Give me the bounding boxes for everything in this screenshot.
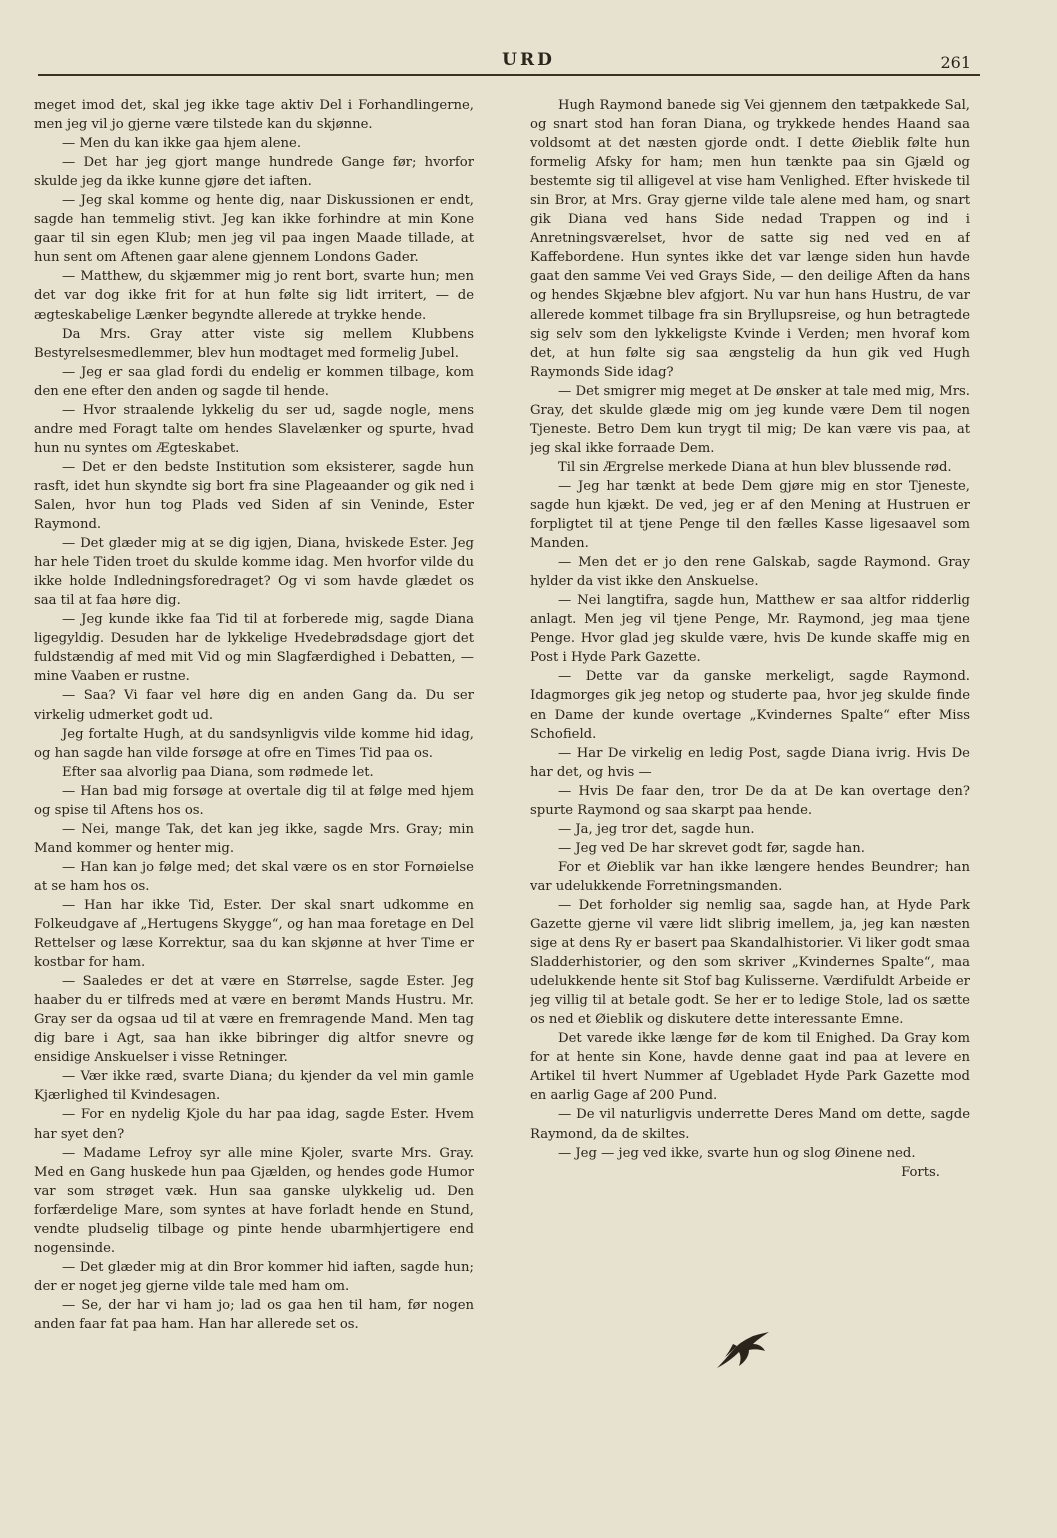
paragraph: Jeg fortalte Hugh, at du sandsynligvis vilde komme hid idag, og han sagde han vilde forsøge at ofre en Times Tid paa os. [34,726,474,761]
paragraph: — Det er den bedste Institution som eksisterer, sagde hun rasft, idet hun skyndte sig bort fra sine Plageaander og gik ned i Salen, hvor hun tog Plads ved Siden af sin Veninde, Ester Raymond. [34,459,474,533]
paragraph: — Han kan jo følge med; det skal være os en stor Fornøielse at se ham hos os. [34,859,474,894]
paragraph: — Vær ikke ræd, svarte Diana; du kjender da vel min gamle Kjærlighed til Kvindesagen. [34,1069,474,1104]
paragraph: — Nei langtifra, sagde hun, Matthew er saa altfor ridderlig anlagt. Men jeg vil tjene Penge, Mr. Raymond, jeg maa tjene Penge. Hvor glad jeg skulde være, hvis De kunde skaffe mig en Post i Hyde Park Gazette. [530,593,970,666]
paragraph: Efter saa alvorlig paa Diana, som rødmede let. [62,764,374,780]
paragraph: Da Mrs. Gray atter viste sig mellem Klubbens Bestyrelsesmedlemmer, blev hun modtaget med formelig Jubel. [34,326,474,361]
paragraph: — Saaledes er det at være en Størrelse, sagde Ester. Jeg haaber du er tilfreds med at være en berømt Mands Hustru. Mr. Gray ser da ogsaa ud til at være en fremragende Mand. Men tag dig bare i Agt, saa han ikke bibringer dig altfor snevre og ensidige Anskuelser i visse Retninger. [34,974,474,1066]
paragraph: — Jeg er saa glad fordi du endelig er kommen tilbage, kom den ene efter den anden og sagde til hende. [34,364,474,399]
paragraph: — Det har jeg gjort mange hundrede Gange før; hvorfor skulde jeg da ikke kunne gjøre det iaften. [34,155,474,190]
paragraph: — Han har ikke Tid, Ester. Der skal snart udkomme en Folkeudgave af „Hertugens Skygge“, og han maa foretage en Del Rettelser og læse Korrektur, saa du kan skjønne at hver Time er kostbar for ham. [34,897,474,971]
paragraph: — Nei, mange Tak, det kan jeg ikke, sagde Mrs. Gray; min Mand kommer og henter mig. [34,821,474,856]
page-number: 261 [940,53,971,72]
paragraph: — Ja, jeg tror det, sagde hun. [558,821,755,837]
paragraph: — Det glæder mig at din Bror kommer hid iaften, sagde hun; der er noget jeg gjerne vilde tale med ham om. [34,1259,474,1294]
paragraph: — Jeg skal komme og hente dig, naar Diskussionen er endt, sagde han temmelig stivt. Jeg kan ikke forhindre at min Kone gaar til sin egen Klub; men jeg vil paa ingen Maade tillade, at hun sent om Aftenen gaar alene gjennem Londons Gader. [34,193,474,266]
paragraph: — Jeg — jeg ved ikke, svarte hun og slog Øinene ned. [558,1145,916,1161]
paragraph: — Jeg ved De har skrevet godt før, sagde han. [558,840,865,856]
paragraph: — Har De virkelig en ledig Post, sagde Diana ivrig. Hvis De har det, og hvis — [530,745,970,780]
paragraph: — Hvor straalende lykkelig du ser ud, sagde nogle, mens andre med Foragt talte om hendes Slavelænker og spurte, hvad hun nu syntes om Ægteskabet. [34,402,474,456]
paragraph: Det varede ikke længe før de kom til Enighed. Da Gray kom for at hente sin Kone, havde denne gaat ind paa at levere en Artikel til hvert Nummer af Ugebladet Hyde Park Gazette mod en aarlig Gage af 200 Pund. [530,1031,970,1104]
paragraph: — Jeg har tænkt at bede Dem gjøre mig en stor Tjeneste, sagde hun kjækt. De ved, jeg er af den Mening at Hustruen er forpligtet til at tjene Penge til den fælles Kasse ligesaavel som Manden. [530,478,970,552]
paragraph: meget imod det, skal jeg ikke tage aktiv Del i Forhandlingerne, men jeg vil jo gjerne være tilstede kan du skjønne. [34,98,474,133]
paragraph: — Hvis De faar den, tror De da at De kan overtage den? spurte Raymond og saa skarpt paa hende. [530,783,970,818]
paragraph: — Matthew, du skjæmmer mig jo rent bort, svarte hun; men det var dog ikke frit for at hun følte sig lidt irritert, — de ægteskabelige Lænker begyndte allerede at trykke hende. [34,269,474,323]
paragraph: — Se, der har vi ham jo; lad os gaa hen til ham, før nogen anden faar fat paa ham. Han har allerede set os. [34,1297,474,1332]
page-title: URD [502,50,555,70]
continued-label: Forts. [901,1164,940,1180]
paragraph: — Det forholder sig nemlig saa, sagde han, at Hyde Park Gazette gjerne vil være lidt slibrig imellem, ja, jeg kan næsten sige at dens Ry er basert paa Skandalhistorier. Vi liker godt smaa Sladderhistorier, og den som skriver „Kvindernes Spalte“, maa udelukkende hente sit Stof bag Kulisserne. Værdifuldt Arbeide er jeg villig til at betale godt. Se her er to ledige Stole, lad os sætte os ned et Øieblik og diskutere dette interessante Emne. [530,897,970,1028]
paragraph: — Men det er jo den rene Galskab, sagde Raymond. Gray hylder da vist ikke den Anskuelse. [530,555,970,590]
paragraph: For et Øieblik var han ikke længere hendes Beundrer; han var udelukkende Forretningsmanden. [530,859,970,894]
paragraph: — Saa? Vi faar vel høre dig en anden Gang da. Du ser virkelig udmerket godt ud. [34,688,474,723]
paragraph: — For en nydelig Kjole du har paa idag, sagde Ester. Hvem har syet den? [34,1107,474,1142]
paragraph: — Dette var da ganske merkeligt, sagde Raymond. Idagmorges gik jeg netop og studerte paa, hvor jeg skulde finde en Dame der kunde overtage „Kvindernes Spalte“ efter Miss Schofield. [530,669,970,742]
paragraph: Til sin Ærgrelse merkede Diana at hun blev blussende rød. [558,459,952,475]
left-column [34,96,474,1436]
right-column [530,96,970,1436]
paragraph: — Det smigrer mig meget at De ønsker at tale med mig, Mrs. Gray, det skulde glæde mig om jeg kunde være Dem til nogen Tjeneste. Betro Dem kun trygt til mig; De kan være vis paa, at jeg skal ikke forraade Dem. [530,383,970,456]
paragraph: — De vil naturligvis underrette Deres Mand om dette, sagde Raymond, da de skiltes. [530,1107,970,1142]
paragraph: — Men du kan ikke gaa hjem alene. [62,136,302,152]
paragraph: — Det glæder mig at se dig igjen, Diana, hviskede Ester. Jeg har hele Tiden troet du skulde komme idag. Men hvorfor vilde du ikke holde Indledningsforedraget? Og vi som havde glædet os saa til at faa høre dig. [34,536,474,609]
paragraph: — Jeg kunde ikke faa Tid til at forberede mig, sagde Diana ligegyldig. Desuden har de lykkelige Hvedebrødsdage gjort det fuldstændig af med mit Vid og min Slagfærdighed i Debatten, — mine Vaaben er rustne. [34,612,474,685]
paragraph: — Han bad mig forsøge at overtale dig til at følge med hjem og spise til Aftens hos os. [34,783,474,818]
header-rule [38,74,980,76]
paragraph: — Madame Lefroy syr alle mine Kjoler, svarte Mrs. Gray. Med en Gang huskede hun paa Gjælden, og hendes gode Humor var som strøget væk. Hun saa ganske ulykkelig ud. Den forfærdelige Mare, som syntes at have forladt hende en Stund, vendte pludselig tilbage og pinte hende ubarmhjertigere end nogensinde. [34,1145,474,1256]
paragraph: Hugh Raymond banede sig Vei gjennem den tætpakkede Sal, og snart stod han foran Diana, og trykkede hendes Haand saa voldsomt at det næsten gjorde ondt. I dette Øieblik følte hun formelig Afsky for ham; men hun tænkte paa sin Gjæld og bestemte sig til alligevel at vise ham Venlighed. Efter hviskede til sin Bror, at Mrs. Gray gjerne vilde tale alene med ham, og snart gik Diana ved hans Side nedad Trappen og ind i Anretningsværelset, hvor de satte sig ned ved en af Kaffebordene. Hun syntes ikke det var længe siden hun havde gaat den samme Vei ved Grays Side, — den deilige Aften da hans og hendes Skjæbne blev afgjort. Nu var hun hans Hustru, de var allerede kommet tilbage fra sin Bryllupsreise, og hun betragtede sig selv som den lykkeligste Kvinde i Verden; men hvoraf kom det, at hun følte sig saa ængstelig da hun gik ved Hugh Raymonds Side idag? [530,98,970,380]
swallow-ornament-icon [715,1330,771,1372]
